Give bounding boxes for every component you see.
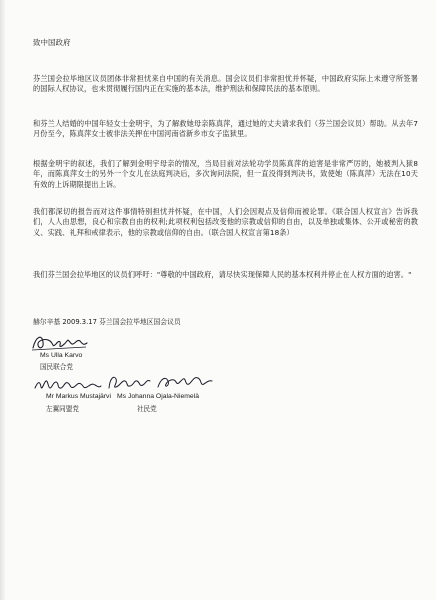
- handwritten-signature-mustajarvi: [33, 376, 103, 394]
- signatory-party-ojala-niemela: 社民党: [137, 405, 157, 413]
- body-paragraph-1: 芬兰国会拉毕地区议员团体非常担忧来自中国的有关消息。国会议员们非常担忧并怀疑，中国政府实际上未遵守所签署的国际人权协议，也未贯彻履行国内正在实施的基本法，维护刑法和保障民法的基本原则。: [33, 74, 418, 94]
- body-paragraph-5: 我们芬兰国会拉毕地区的议员们呼吁："尊敬的中国政府，请尽快实现保障人民的基本权利并停止在人权方面的迫害。": [33, 270, 412, 279]
- signatory-party-mustajarvi: 左翼同盟党: [46, 405, 79, 413]
- signatory-name-ojala-niemela: Ms Johanna Ojala-Niemelä: [117, 393, 199, 400]
- signatory-name-karvo: Ms Ulla Karvo: [40, 352, 83, 359]
- handwritten-signature-ojala-niemela: [106, 372, 214, 394]
- signatory-party-karvo: 国民联合党: [40, 363, 73, 371]
- body-paragraph-4: 我们都深切的报告而对这件事情特别担忧并怀疑，在中国，人们会因观点及信仰而被论罪。《联合国人权宣言》告诉我们，人人由思想，良心和宗教自由的权利;此项权利包括改变他的宗教或信仰的自由，以及单独或集体、公开或秘密的教义、实践、礼拜和戒律表示，他的宗教或信仰的自由。（联合国人权宣言第18条）: [33, 207, 418, 237]
- handwritten-signature-karvo: [30, 332, 90, 354]
- signing-place-date: 赫尔辛基 2009.3.17 芬兰国会拉毕地区国会议员: [33, 318, 181, 326]
- signatory-name-mustajarvi: Mr Markus Mustajärvi: [46, 393, 111, 400]
- salutation: 致中国政府: [33, 38, 71, 47]
- signature-block-karvo: [30, 332, 150, 374]
- body-paragraph-2: 和芬兰人结婚的中国年轻女士金明宇，为了解救她母亲陈真萍，通过她的丈夫请求我们（芬兰国会议员）帮助。从去年7月份至今，陈真萍女士被非法关押在中国河南省新乡市女子监狱里。: [33, 119, 418, 139]
- body-paragraph-3: 根据金明宇的叙述，我们了解到金明宇母亲的情况，当局目前对法轮功学员陈真萍的迫害是非常严厉的，她被判入狱8年，而陈真萍女士的另外一个女儿在法庭判决后，多次询问法院，但一直没得到判决书，致使她（陈真萍）无法在10天有效的上诉期限提出上诉。: [33, 159, 418, 189]
